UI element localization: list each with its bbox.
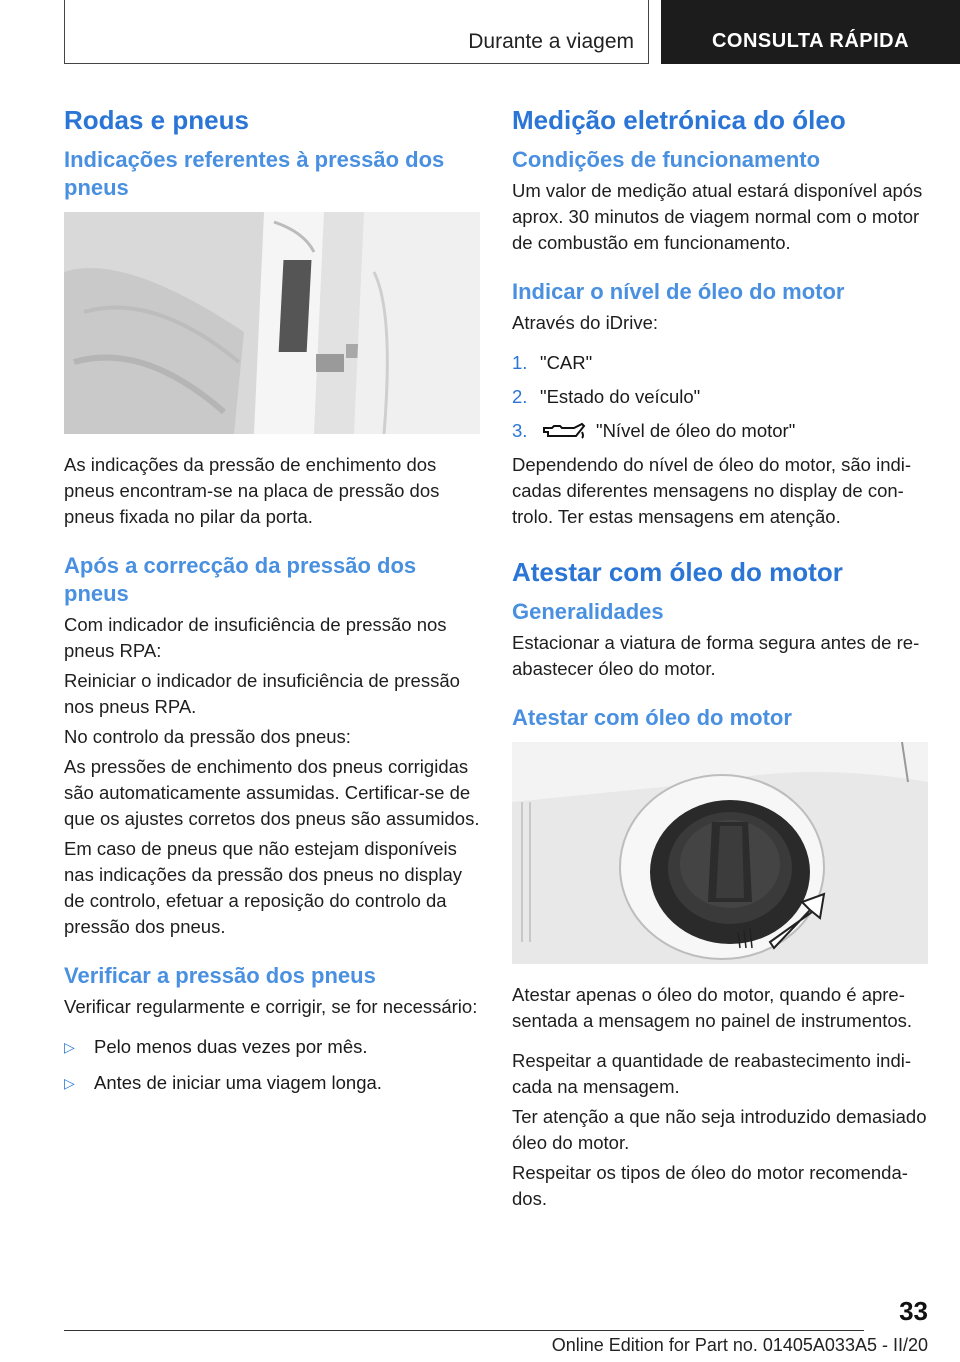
heading-refill-oil-sub: Atestar com óleo do motor (512, 705, 792, 730)
refill-text-4: Respeitar os tipos de óleo do motor recomendados. (512, 1162, 908, 1209)
left-column (64, 100, 480, 1106)
heading-conditions: Condições de funcionamento (512, 147, 821, 172)
heading-wheels-tyres: Rodas e pneus (64, 105, 249, 135)
header-tab-label: CONSULTA RÁPIDA (711, 30, 910, 52)
after-correction-text-5: Em caso de pneus que não estejam disponíveis nas indicações da pressão dos pneus no display de controlo, efetuar a reposição do controlo da pressão dos pneus. (64, 838, 463, 937)
door-pillar-illustration (64, 212, 480, 434)
after-correction-text-3: No controlo da pressão dos pneus: (64, 726, 351, 747)
header-tab[interactable] (661, 0, 960, 64)
idrive-steps (512, 350, 928, 444)
check-pressure-list (64, 1034, 480, 1096)
conditions-text: Um valor de medição atual estará disponível após aprox. 30 minutos de viagem normal com o motor de combustão em funcionamento. (512, 180, 923, 253)
footer-divider (64, 1330, 864, 1331)
list-item: ▷ Antes de iniciar uma viagem longa. (64, 1070, 480, 1096)
after-correction-text-2: Reiniciar o indicador de insuficiência de pressão nos pneus RPA. (64, 670, 460, 717)
heading-after-correction: Após a correcção da pressão dos pneus (64, 553, 417, 606)
header-section-box (64, 0, 649, 64)
oil-can-icon (540, 420, 586, 442)
pressure-info-text: As indicações da pressão de enchimento dos pneus encontram-se na placa de pressão dos pneus fixada no pilar da porta. (64, 454, 440, 527)
heading-check-pressure: Verificar a pressão dos pneus (64, 963, 376, 988)
footer-edition: Online Edition for Part no. 01405A033A5 - II/20 (551, 1335, 928, 1355)
heading-refill-oil: Atestar com óleo do motor (512, 557, 843, 587)
depending-text: Dependendo do nível de óleo do motor, são indicadas diferentes mensagens no display de controlo. Ter estas mensagens em atenção. (512, 454, 912, 527)
page-number: 33 (899, 1296, 928, 1326)
heading-oil-measurement: Medição eletrónica do óleo (512, 105, 846, 135)
refill-text-3: Ter atenção a que não seja introduzido demasiado óleo do motor. (512, 1106, 927, 1153)
list-item: 1. "CAR" (512, 352, 593, 373)
general-text: Estacionar a viatura de forma segura antes de reabastecer óleo do motor. (512, 632, 920, 679)
header-section-label: Durante a viagem (468, 30, 634, 53)
list-item: 3. "Nível de óleo do motor" (512, 420, 796, 441)
after-correction-text-1: Com indicador de insuficiência de pressão nos pneus RPA: (64, 614, 447, 661)
oil-cap-image (512, 742, 928, 964)
after-correction-text-4: As pressões de enchimento dos pneus corrigidas são automaticamente assumidas. Certificar-se de que os ajustes corretos dos pneus são assumidos. (64, 756, 480, 829)
list-item: 2. "Estado do veículo" (512, 386, 701, 407)
check-pressure-text: Verificar regularmente e corrigir, se for necessário: (64, 996, 478, 1017)
triangle-bullet-icon: ▷ (64, 1075, 75, 1091)
triangle-bullet-icon: ▷ (64, 1039, 75, 1055)
list-item: ▷ Pelo menos duas vezes por mês. (64, 1034, 480, 1060)
right-column (512, 100, 928, 1216)
oil-cap-illustration (512, 742, 928, 964)
door-pillar-image (64, 212, 480, 434)
heading-pressure-info: Indicações referentes à pressão dos pneus (64, 147, 445, 200)
refill-text-1: Atestar apenas o óleo do motor, quando é apresentada a mensagem no painel de instrumentos. (512, 984, 913, 1031)
refill-text-2: Respeitar a quantidade de reabastecimento indicada na mensagem. (512, 1050, 912, 1097)
heading-general: Generalidades (512, 599, 664, 624)
via-idrive-text: Através do iDrive: (512, 312, 658, 333)
heading-show-level: Indicar o nível de óleo do motor (512, 279, 845, 304)
